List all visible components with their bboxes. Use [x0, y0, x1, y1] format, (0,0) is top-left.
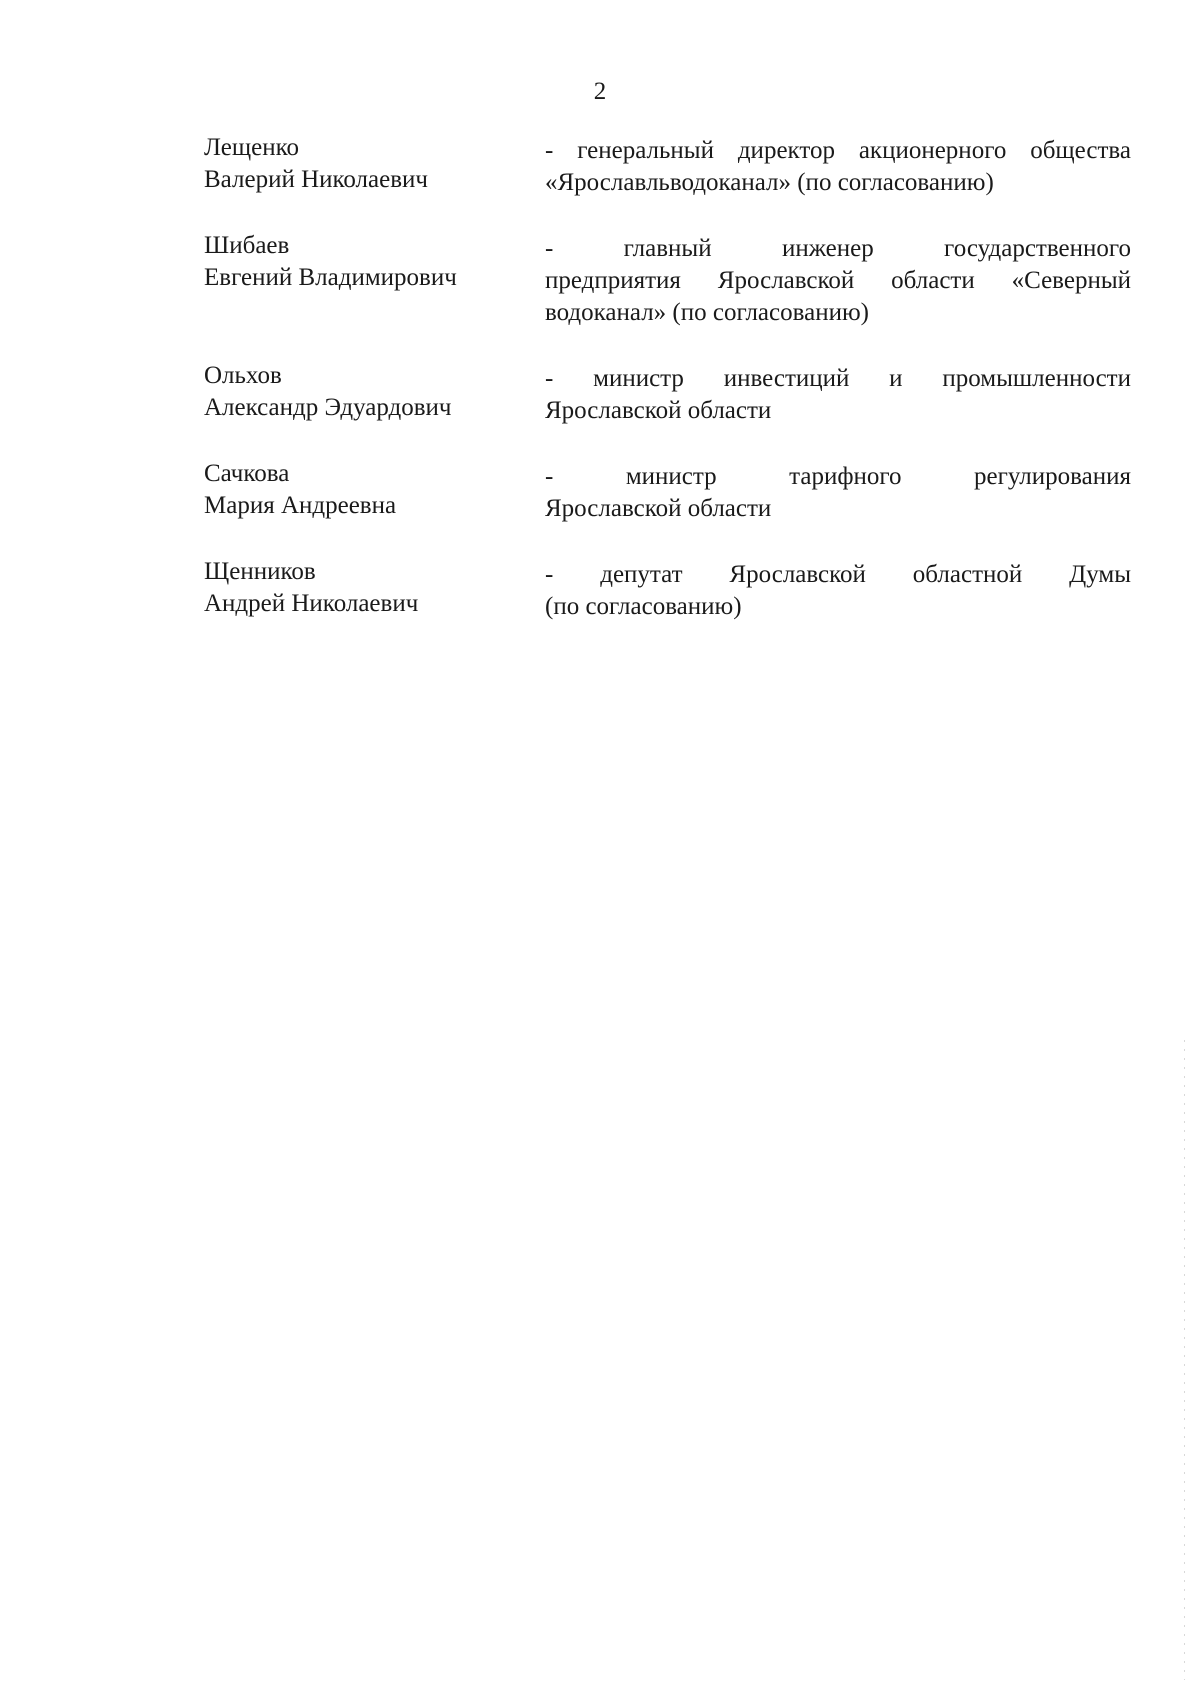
member-name	[204, 230, 524, 294]
member-surname: Ольхов	[204, 362, 282, 389]
role-line: предприятия Ярославской области «Северный	[545, 267, 1131, 294]
role-line: - министр тарифного регулирования	[545, 463, 1131, 490]
member-surname: Лещенко	[204, 134, 299, 161]
member-given-names: Александр Эдуардович	[204, 394, 452, 421]
member-surname: Щенников	[204, 558, 316, 585]
role-line: Ярославской области	[545, 397, 772, 424]
member-name	[204, 132, 524, 196]
role-line: водоканал» (по согласованию)	[545, 299, 869, 326]
role-line: (по согласованию)	[545, 593, 742, 620]
member-surname: Шибаев	[204, 232, 290, 259]
member-name	[204, 360, 524, 424]
scan-artifact	[1184, 1040, 1185, 1680]
member-surname: Сачкова	[204, 460, 290, 487]
member-given-names: Мария Андреевна	[204, 492, 397, 519]
member-given-names: Евгений Владимирович	[204, 264, 457, 291]
member-given-names: Андрей Николаевич	[204, 590, 419, 617]
role-line: Ярославской области	[545, 495, 772, 522]
member-role	[545, 461, 1131, 525]
role-line: «Ярославльводоканал» (по согласованию)	[545, 169, 994, 196]
member-given-names: Валерий Николаевич	[204, 166, 428, 193]
role-line: - главный инженер государственного	[545, 235, 1131, 262]
member-role	[545, 233, 1131, 329]
member-role	[545, 135, 1131, 199]
role-line: - генеральный директор акционерного общества	[545, 137, 1131, 164]
member-role	[545, 559, 1131, 623]
member-name	[204, 458, 524, 522]
member-role	[545, 363, 1131, 427]
member-name	[204, 556, 524, 620]
page-number: 2	[593, 78, 607, 105]
role-line: - министр инвестиций и промышленности	[545, 365, 1131, 392]
role-line: - депутат Ярославской областной Думы	[545, 561, 1131, 588]
